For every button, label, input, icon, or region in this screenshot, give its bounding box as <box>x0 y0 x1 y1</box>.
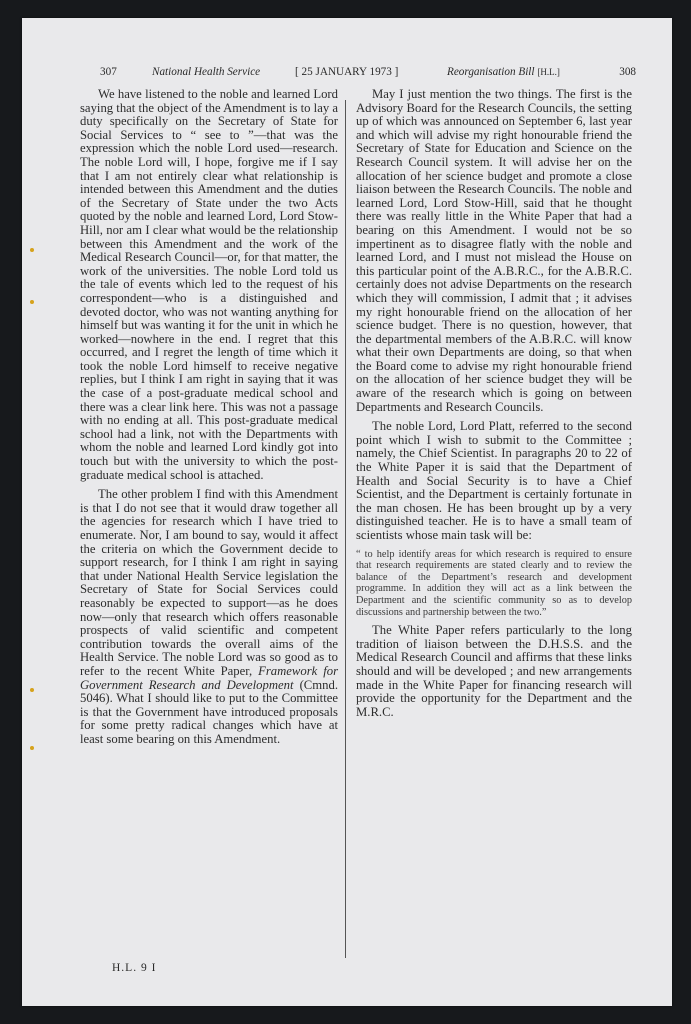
footer-signature: H.L. 9 I <box>112 962 157 974</box>
left-paragraph-1: We have listened to the noble and learned Lord saying that the object of the Amendment is to lay a duty specifically on the Secretary of State for Social Services to “ see to ”—that was the expression which the noble Lord used—research. The noble Lord will, I hope, forgive me if I say that I am not entirely clear what relationship is intended between this Amendment and the duties of the Secretary of State under the two Acts quoted by the noble and learned Lord, Lord Stow-Hill, nor am I clear what would be the relationship between this Amendment and the work of the Medical Research Council—or, for that matter, the work of the universities. The noble Lord told us the tale of events which led to the request of his correspondent—who is a distinguished and devoted doctor, who was not wanting anything for himself but was wanting it for the unit in which he worked—nowhere in the end. I regret that this occurred, and I regret the length of time which it took the noble Lord himself to receive negative replies, but I think I am right in saying that it was the case of a post-graduate medical school and there was a clear link here. This was not a passage with no ending at all. This post-graduate medical school had a link, not with the Departments with whom the noble and learned Lord kindly got into touch but with the university to which the post-graduate medical school is attached. <box>80 87 338 482</box>
header-title-right <box>447 66 560 78</box>
right-paragraph-2: The noble Lord, Lord Platt, referred to the second point which I wish to submit to the Committee ; namely, the Chief Scientist. In paragraphs 20 to 22 of the White Paper it is said that the Department of Health and Social Security is to have a Chief Scientist, and the Department is certainly fortunate in the man chosen. He has been brought up by a very distinguished teacher. He is to have a small team of scientists whose main task will be: <box>356 419 632 542</box>
document-page <box>22 18 672 1006</box>
right-paragraph-1: May I just mention the two things. The first is the Advisory Board for the Research Councils, the setting up of which was announced on September 6, last year and which will advise my right honourable friend the Secretary of State for Education and Science on the Research Council system. It will advise her on the allocation of her science budget and promote a close liaison between the Research Councils. The noble and learned Lord, Lord Stow-Hill, said that he thought there was really little in the White Paper that had a bearing on this Amendment. I would not be so impertinent as to disagree flatly with the noble and learned Lord, and I must not mislead the House on this particular point of the A.B.R.C., for the A.B.R.C. certainly does not advise Departments on the research which they will commission, I admit that ; it advises my right honourable friend on the allocation of her science budget. There is no question, however, that the departmental members of the A.B.R.C. will know what their own Departments are doing, so that when the Board come to advise my right honourable friend on the allocation of her science budget they will be aware of the research which is going on between Departments and Research Councils. <box>356 87 632 414</box>
column-divider <box>345 100 346 958</box>
left-paragraph-2 <box>80 488 338 746</box>
left-column <box>80 88 338 753</box>
block-quote: “ to help identify areas for which research is required to ensure that research requirements are stated clearly and to review the balance of the Department’s research and development programme. In addition they will act as a link between the Department and the scientific community so as to develop discussions and partnership between the two.” <box>356 548 632 618</box>
page-number-left: 307 <box>100 66 117 78</box>
page-number-right: 308 <box>619 66 636 78</box>
header-title-left: National Health Service <box>152 66 261 78</box>
white-paper-title: Framework for Government Research and Development <box>80 663 339 692</box>
margin-dot-marker <box>30 688 34 692</box>
left-paragraph-2-start: The other problem I find with this Amendment is that I do not see that it would draw together all the agencies for research which I have tried to enumerate. Nor, I am bound to say, would it affect the criteria on which the Government decide to support research, for I think I am right in saying that under National Health Service legislation the Secretary of State for Social Services could reasonably be expected to support—as he does now—only that research which offers reasonable prospects of valid scientific and competent contribution towards the overall aims of the Health Service. The noble Lord was so good as to refer to the recent White Paper, <box>80 487 338 678</box>
margin-dot-marker <box>30 300 34 304</box>
header-house-tag: [H.L.] <box>537 67 560 77</box>
right-paragraph-3: The White Paper refers particularly to the long tradition of liaison between the D.H.S.S. and the Medical Research Council and affirms that these links should and will be developed ; and new arrangements made in the White Paper for financing research will provide the opportunity for the Department and the M.R.C. <box>356 623 632 719</box>
left-paragraph-2-end: (Cmnd. 5046). What I should like to put to the Committee is that the Government have introduced proposals for some pretty radical changes which have at least some bearing on this Amendment. <box>80 677 338 746</box>
right-column <box>356 88 632 725</box>
header-date: [ 25 JANUARY 1973 ] <box>295 66 399 78</box>
margin-dot-marker <box>30 746 34 750</box>
header-bill-title: Reorganisation Bill <box>447 66 535 78</box>
margin-dot-marker <box>30 248 34 252</box>
